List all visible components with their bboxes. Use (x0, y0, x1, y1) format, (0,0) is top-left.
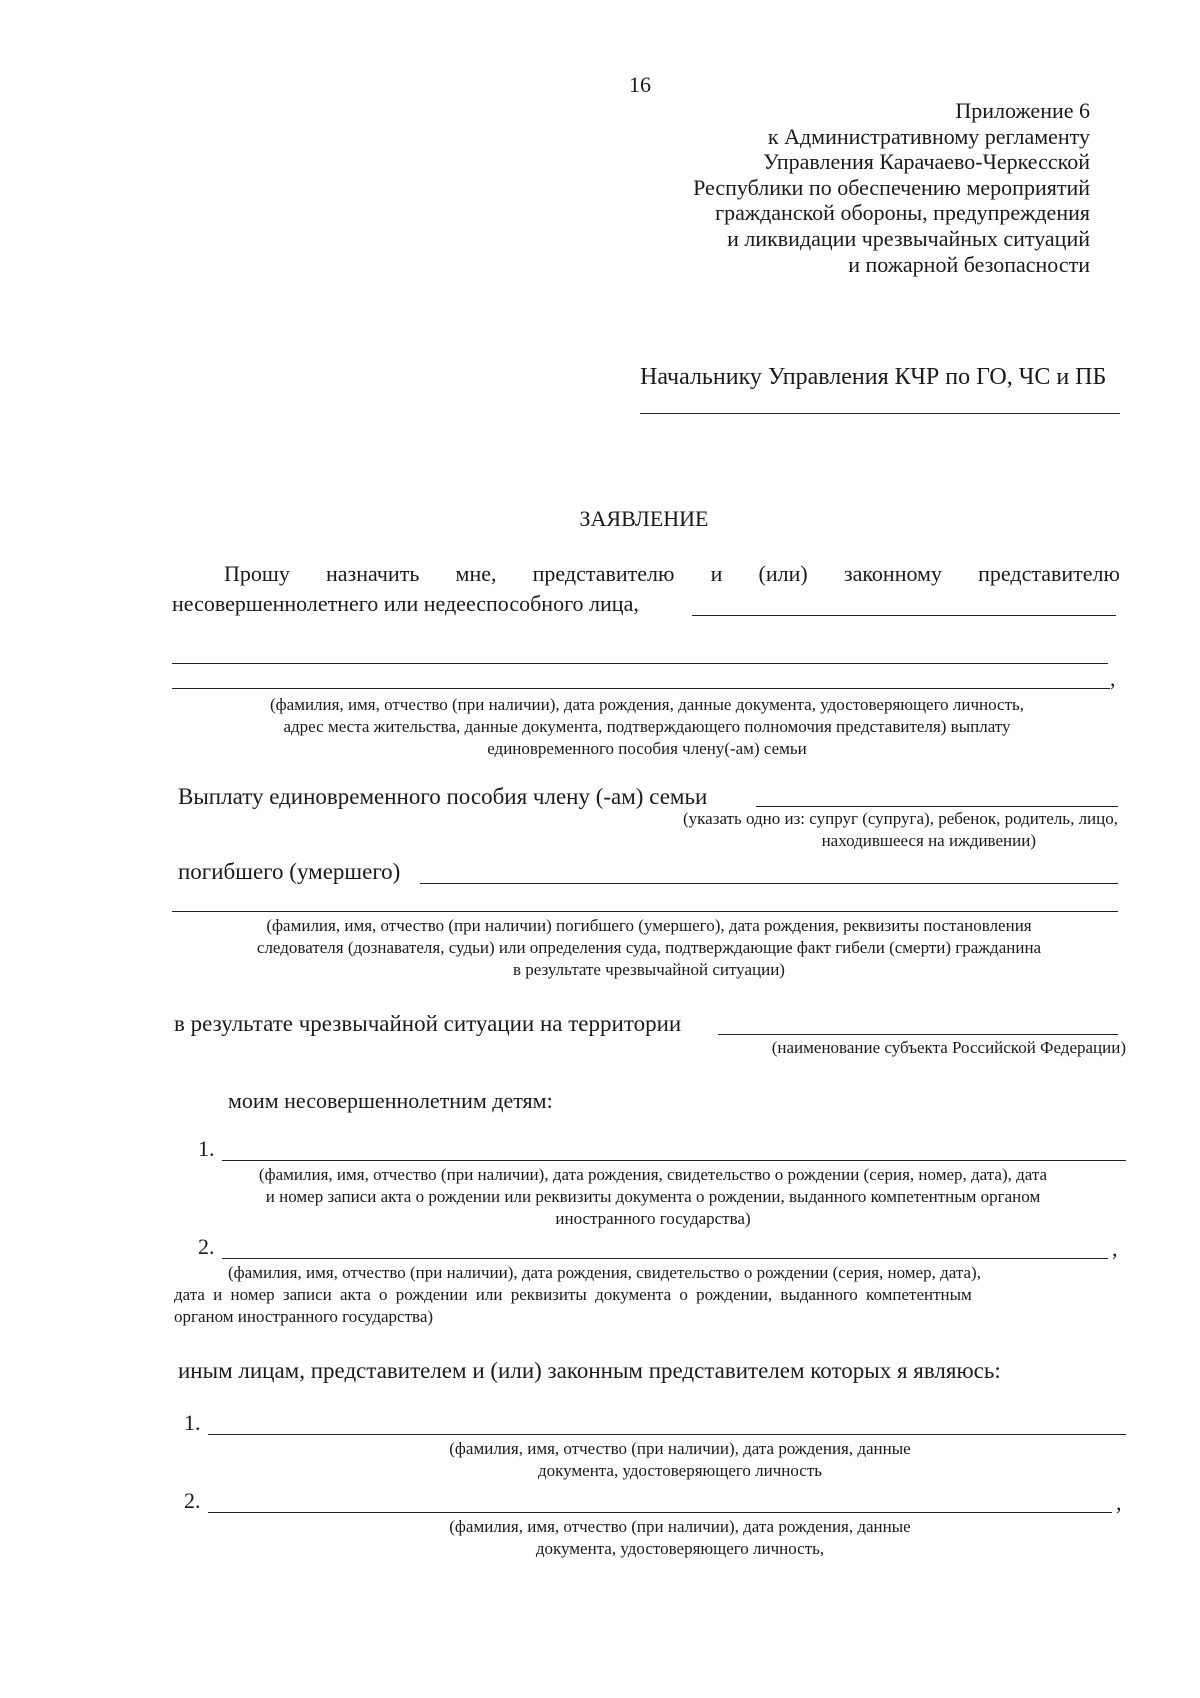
hint-line: (фамилия, имя, отчество (при наличии), дата рождения, данные (449, 1439, 911, 1458)
comma: , (1110, 666, 1116, 691)
hint-line: следователя (дознавателя, судьи) или определения суда, подтверждающие факт гибели (смерти) гражданина (256, 938, 1042, 957)
request-line-2: несовершеннолетнего или недееспособного лица, (172, 591, 639, 616)
child-1-hint (172, 1164, 1134, 1230)
hint-line: иностранного государства) (555, 1209, 751, 1228)
benefit-label: Выплату единовременного пособия члену (-ам) семьи (178, 784, 708, 809)
emergency-label: в результате чрезвычайной ситуации на территории (174, 1011, 682, 1036)
others-label: иным лицам, представителем и (или) законным представителем которых я являюсь: (178, 1358, 1001, 1383)
hint-line: единовременного пособия члену(-ам) семьи (487, 739, 807, 758)
request-word: представителю (978, 561, 1120, 586)
page-number: 16 (629, 72, 651, 97)
other-2-hint (300, 1516, 1060, 1560)
request-line-1 (224, 561, 1120, 587)
children-label: моим несовершеннолетним детям: (228, 1088, 553, 1113)
child-1-number: 1. (198, 1136, 215, 1161)
comma: , (1112, 1236, 1118, 1261)
request-word: (или) (758, 561, 808, 586)
hint-line: (указать одно из: супруг (супруга), ребенок, родитель, лицо, (683, 809, 1118, 828)
appendix-block (693, 98, 1090, 277)
benefit-hint (683, 808, 1118, 852)
request-word: законному (843, 561, 942, 586)
appendix-line: Республики по обеспечению мероприятий (693, 174, 1090, 200)
other-1-number: 1. (184, 1410, 201, 1435)
deceased-hint (172, 915, 1126, 981)
appendix-line: к Административному регламенту (767, 123, 1090, 149)
comma: , (1116, 1490, 1122, 1515)
hint-line: (фамилия, имя, отчество (при наличии) погибшего (умершего), дата рождения, реквизиты постановления (266, 916, 1032, 935)
appendix-line: и ликвидации чрезвычайных ситуаций (727, 225, 1090, 251)
hint-line: документа, удостоверяющего личность (537, 1461, 823, 1480)
representative-hint (172, 694, 1122, 760)
hint-line: (фамилия, имя, отчество (при наличии), дата рождения, свидетельство о рождении (серия, номер, дата), дата (258, 1165, 1048, 1184)
request-word: мне, (455, 561, 497, 586)
other-2-number: 2. (184, 1488, 201, 1513)
deceased-field[interactable] (420, 883, 1118, 884)
representative-field[interactable] (692, 615, 1116, 616)
representative-field-line-2[interactable] (172, 663, 1108, 664)
other-1-hint (300, 1438, 1060, 1482)
hint-line: находившееся на иждивении) (821, 831, 1036, 850)
appendix-line: и пожарной безопасности (848, 251, 1090, 277)
request-word: и (710, 561, 723, 586)
appendix-line: гражданской обороны, предупреждения (715, 200, 1090, 226)
hint-line: (фамилия, имя, отчество (при наличии), дата рождения, данные документа, удостоверяющего личность, (269, 695, 1025, 714)
request-word: представителю (532, 561, 675, 586)
child-2-number: 2. (198, 1234, 215, 1259)
hint-line: органом иностранного государства) (174, 1307, 434, 1326)
document-title: ЗАЯВЛЕНИЕ (579, 506, 709, 531)
hint-line: документа, удостоверяющего личность, (535, 1539, 825, 1558)
hint-line: и номер записи акта о рождении или реквизиты документа о рождении, выданного компетентным органом (265, 1187, 1041, 1206)
hint-line: дата и номер записи акта о рождении или реквизиты документа о рождении, выданного компетентным (174, 1285, 972, 1304)
representative-field-line-3[interactable] (172, 688, 1110, 689)
addressee-name-field[interactable] (640, 413, 1120, 414)
other-1-field[interactable] (208, 1434, 1126, 1435)
deceased-field-line-2[interactable] (172, 911, 1118, 912)
family-member-field[interactable] (756, 806, 1118, 807)
child-2-hint (174, 1262, 1128, 1328)
addressee: Начальнику Управления КЧР по ГО, ЧС и ПБ (640, 364, 1107, 390)
request-word: назначить (325, 561, 420, 586)
other-2-field[interactable] (208, 1512, 1112, 1513)
appendix-line: Приложение 6 (955, 98, 1090, 123)
appendix-line: Управления Карачаево-Черкесской (763, 149, 1090, 175)
child-2-field[interactable] (222, 1258, 1108, 1259)
child-1-field[interactable] (222, 1160, 1126, 1161)
deceased-label: погибшего (умершего) (178, 859, 401, 884)
region-hint: (наименование субъекта Российской Федерации) (771, 1038, 1126, 1057)
hint-line: адрес места жительства, данные документа, подтверждающего полномочия представителя) выплату (283, 717, 1011, 736)
hint-line: (фамилия, имя, отчество (при наличии), дата рождения, свидетельство о рождении (серия, номер, дата), (228, 1263, 981, 1282)
hint-line: в результате чрезвычайной ситуации) (513, 960, 785, 979)
request-word: Прошу (224, 561, 290, 586)
region-field[interactable] (718, 1034, 1118, 1035)
hint-line: (фамилия, имя, отчество (при наличии), дата рождения, данные (449, 1517, 911, 1536)
